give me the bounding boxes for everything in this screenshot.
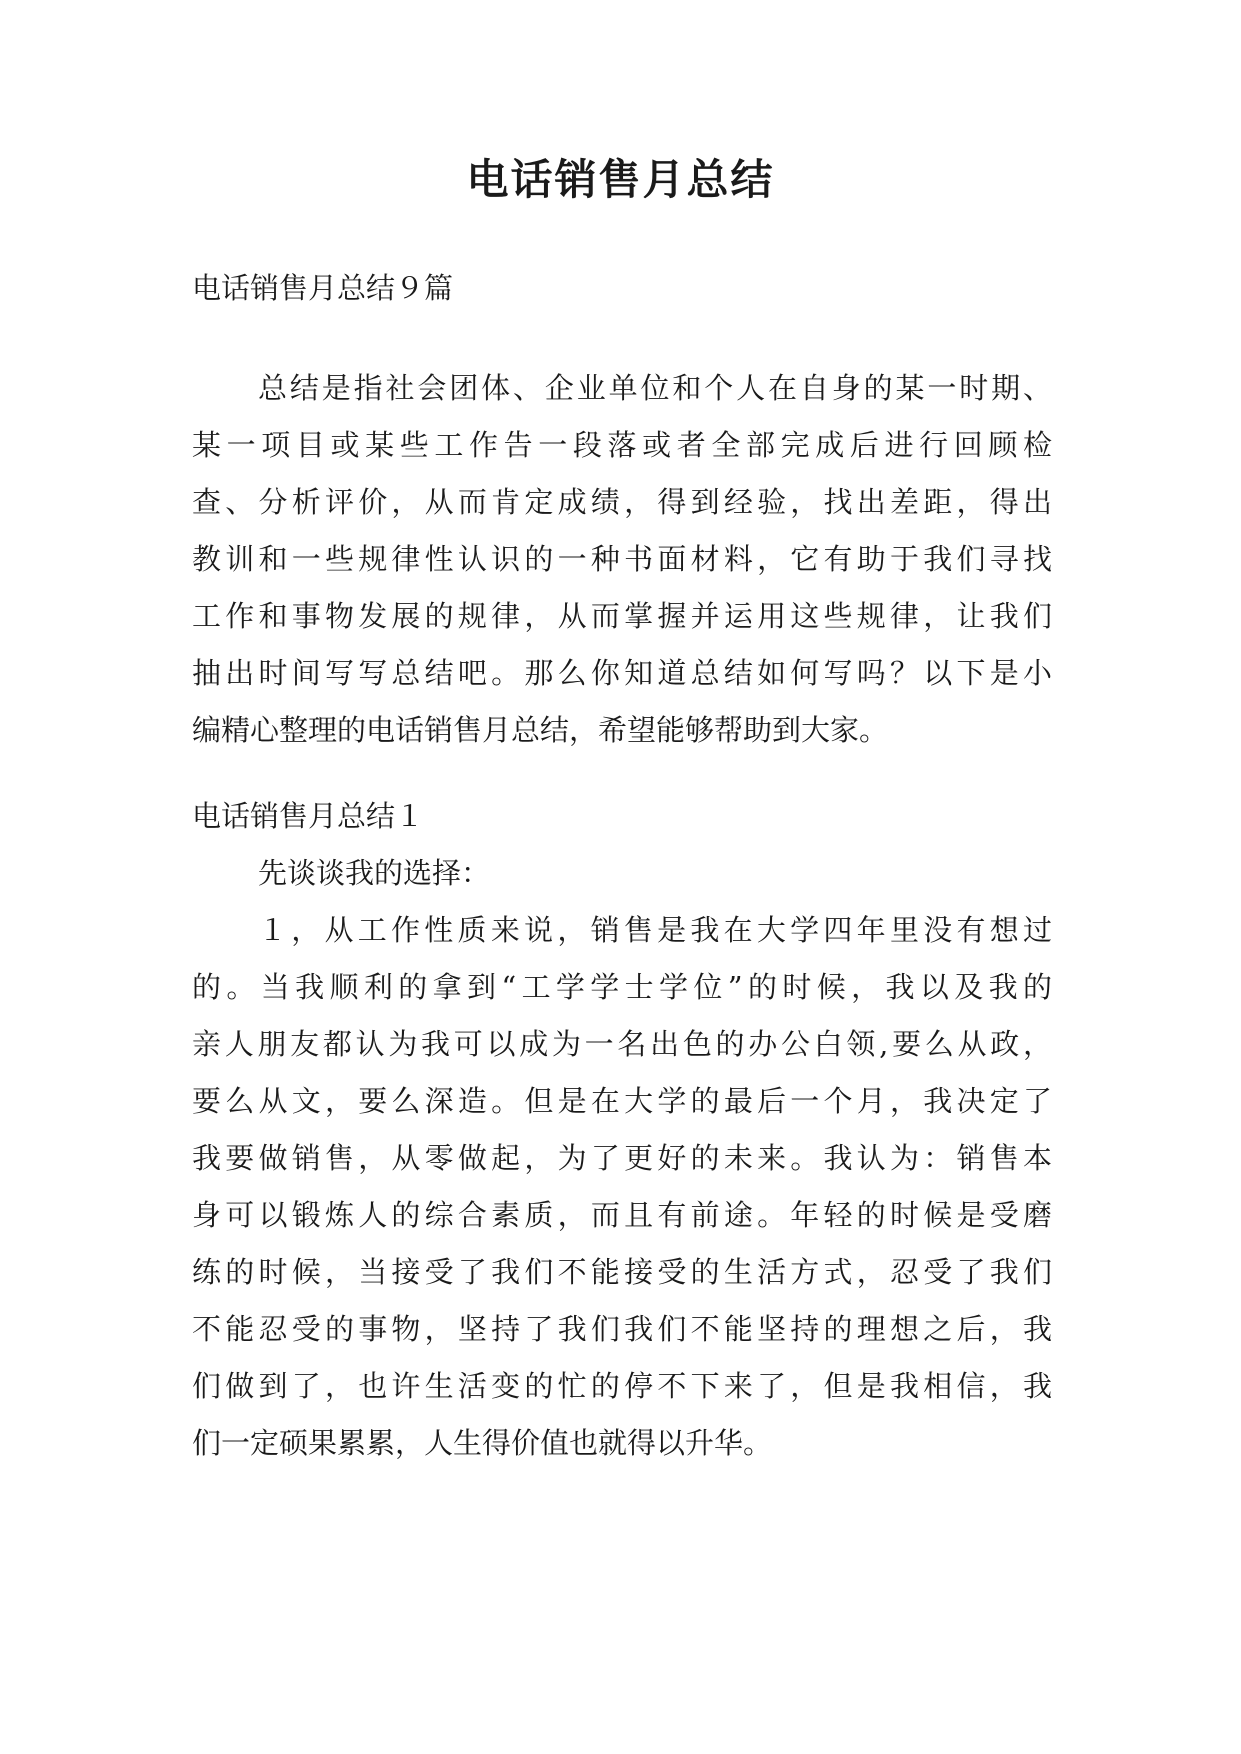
- intro-line: 总结是指社会团体、企业单位和个人在自身的某一时期、: [258, 371, 1052, 405]
- subtitle-text: 电话销售月总结９篇: [192, 271, 454, 305]
- intro-line: 教训和一些规律性认识的一种书面材料，它有助于我们寻找: [192, 542, 1052, 576]
- section1-line: 们做到了，也许生活变的忙的停不下来了，但是我相信，我: [192, 1369, 1052, 1403]
- section1-line: 练的时候，当接受了我们不能接受的生活方式，忍受了我们: [192, 1255, 1052, 1289]
- section1-heading: [192, 788, 1052, 845]
- section1-line: 要么从文，要么深造。但是在大学的最后一个月，我决定了: [192, 1084, 1052, 1118]
- section1-lead: [192, 845, 1052, 902]
- section1-line: 亲人朋友都认为我可以成为一名出色的办公白领,要么从政，: [192, 1027, 1052, 1061]
- section1-line: 身可以锻炼人的综合素质，而且有前途。年轻的时候是受磨: [192, 1198, 1052, 1232]
- section1-line: 我要做销售，从零做起，为了更好的未来。我认为：销售本: [192, 1141, 1052, 1175]
- section1-heading-text: 电话销售月总结１: [192, 799, 425, 833]
- intro-line: 编精心整理的电话销售月总结，希望能够帮助到大家。: [192, 713, 889, 747]
- intro-paragraph: [192, 360, 1052, 759]
- intro-line: 抽出时间写写总结吧。那么你知道总结如何写吗？以下是小: [192, 656, 1052, 690]
- section1-paragraph: [192, 902, 1052, 1472]
- section1-line: １，从工作性质来说，销售是我在大学四年里没有想过: [258, 913, 1052, 947]
- intro-line: 工作和事物发展的规律，从而掌握并运用这些规律，让我们: [192, 599, 1052, 633]
- intro-line: 查、分析评价，从而肯定成绩，得到经验，找出差距，得出: [192, 485, 1052, 519]
- section1-line: 的。当我顺利的拿到“工学学士学位”的时候，我以及我的: [192, 970, 1052, 1004]
- section1-lead-text: 先谈谈我的选择：: [258, 856, 491, 890]
- section1-line: 们一定硕果累累，人生得价值也就得以升华。: [192, 1426, 773, 1460]
- intro-line: 某一项目或某些工作告一段落或者全部完成后进行回顾检: [192, 428, 1052, 462]
- document-title: 电话销售月总结: [466, 155, 775, 204]
- section1-line: 不能忍受的事物，坚持了我们我们不能坚持的理想之后，我: [192, 1312, 1052, 1346]
- document-subtitle: [192, 260, 1052, 317]
